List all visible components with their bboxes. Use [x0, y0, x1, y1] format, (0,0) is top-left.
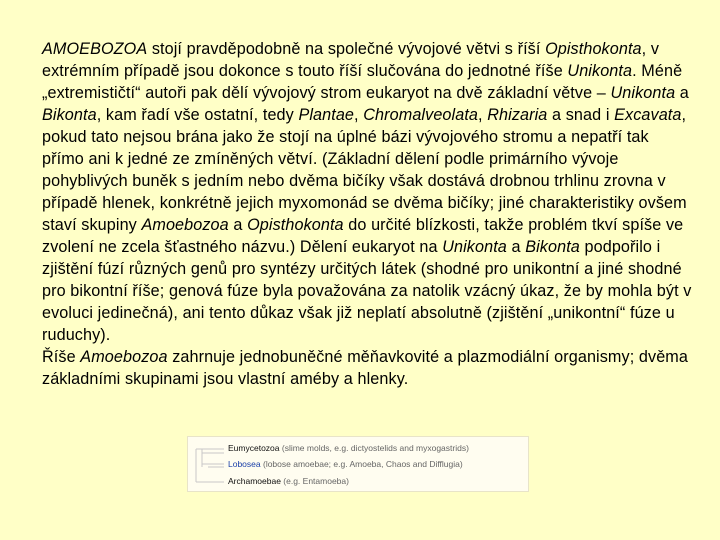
text-segment: , pokud tato nejsou brána jako že stojí na úplné bázi vývojového stromu a nepatří tak přímo ani k jedné ze zmíněných větví. (Základní dělení podle primárního vývoje pohyblivých buněk s jedním nebo dvěma bičíky však dostává drobnou trhlinu zrovna v případě hlenek, konkrétně jejich myxomonád se dvěma bičíky; jiné charakteristiky ovšem staví skupiny: [42, 106, 687, 234]
taxon-name-italic: Plantae: [298, 106, 355, 124]
taxon-name-italic: Bikonta: [525, 238, 580, 256]
text-segment: a: [675, 84, 689, 102]
text-segment: stojí pravděpodobně na společné vývojové větvi s říší: [147, 40, 546, 58]
phylogenetic-tree-figure: [187, 436, 529, 492]
paragraph-amoebozoa-intro: [42, 38, 692, 346]
text-segment: . Méně „extremističtí“ autoři pak dělí vývojový strom eukaryot na dvě základní větve –: [42, 62, 683, 102]
text-segment: zahrnuje jednobuněčné měňavkovité a plazmodiální organismy; dvěma základními skupinami jsou vlastní améby a hlenky.: [42, 348, 688, 388]
tree-taxon-description: (lobose amoebae; e.g. Amoeba, Chaos and Difflugia): [260, 459, 463, 469]
tree-taxon-description: (e.g. Entamoeba): [280, 476, 349, 486]
taxon-name-italic: Chromalveolata: [363, 106, 479, 124]
text-segment: ,: [478, 106, 488, 124]
taxon-name-italic: AMOEBOZOA: [42, 40, 148, 58]
taxon-name-italic: Excavata: [614, 106, 682, 124]
tree-taxon-description: (slime molds, e.g. dictyostelids and myxogastrids): [279, 443, 469, 453]
text-segment: a snad i: [547, 106, 615, 124]
taxon-name-italic: Opisthokonta: [247, 216, 344, 234]
tree-row-archamoebae: [228, 476, 349, 486]
text-segment: , v extrémním případě jsou dokonce s touto říší slučována do jednotné říše: [42, 40, 660, 80]
tree-branches-graphic: [188, 437, 228, 491]
text-segment: do určité blízkosti, takže problém tkví spíše ve zvolení ne zcela šťastného názvu.) Dělení eukaryot na: [42, 216, 684, 256]
text-segment: podpořilo i zjištění fúzí různých genů pro syntézy určitých látek (shodné pro unikontní a jiné shodné pro bikontní říše; genová fúze byla považována za natolik vzácný úkaz, že by mohla být v evoluci jedinečná), ani tento důkaz však již neplatí absolutně (zjištění „unikontní“ fúze u ruduchy).: [42, 238, 692, 344]
taxon-name-italic: Opisthokonta: [545, 40, 642, 58]
text-segment: a: [506, 238, 526, 256]
taxon-name-italic: Amoebozoa: [141, 216, 229, 234]
taxon-name-italic: Unikonta: [610, 84, 676, 102]
taxon-name-italic: Unikonta: [442, 238, 507, 256]
tree-taxon-name: Archamoebae: [228, 476, 281, 486]
text-segment: , kam řadí vše ostatní, tedy: [96, 106, 299, 124]
tree-taxon-name: Lobosea: [228, 459, 261, 469]
main-text: [42, 38, 692, 390]
text-segment: Říše: [42, 348, 81, 366]
text-segment: a: [228, 216, 248, 234]
taxon-name-italic: Amoebozoa: [80, 348, 168, 366]
tree-row-lobosea: [228, 459, 463, 469]
taxon-name-italic: Bikonta: [42, 106, 97, 124]
taxon-name-italic: Unikonta: [567, 62, 633, 80]
taxon-name-italic: Rhizaria: [487, 106, 548, 124]
tree-taxon-name: Eumycetozoa: [228, 443, 280, 453]
paragraph-amoebozoa-definition: [42, 346, 692, 390]
tree-row-eumycetozoa: [228, 443, 469, 453]
text-segment: ,: [354, 106, 364, 124]
